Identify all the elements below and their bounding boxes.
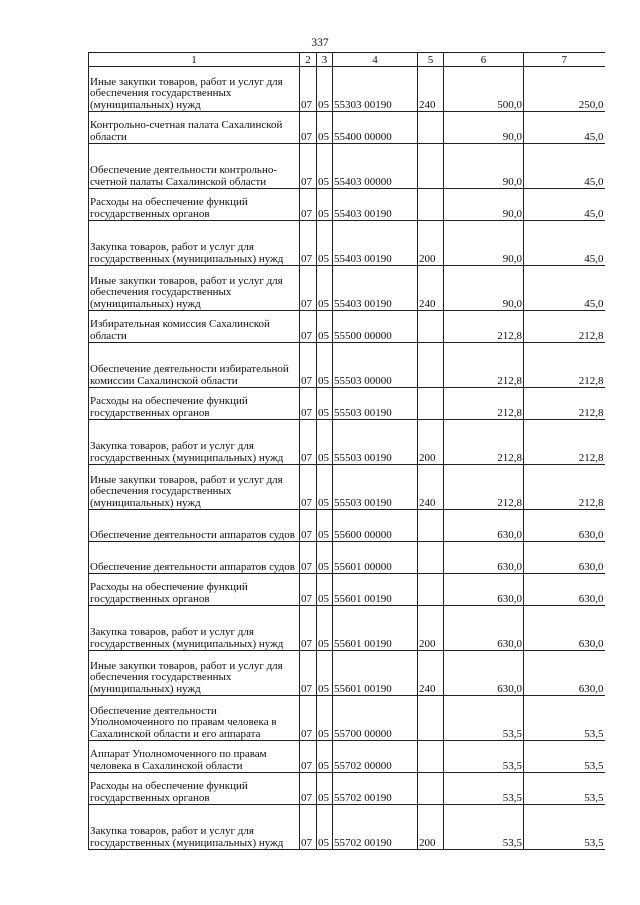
row-name-cell: Иные закупки товаров, работ и услуг для обеспечения государственных (муниципальных) нужд — [89, 67, 300, 112]
row-amount-col7-cell: 53,5 — [524, 696, 605, 741]
row-section-cell: 07 — [300, 266, 317, 311]
row-expense-type-cell: 240 — [418, 67, 444, 112]
row-name-cell: Иные закупки товаров, работ и услуг для обеспечения государственных (муниципальных) нужд — [89, 465, 300, 510]
row-expense-type-cell: 240 — [418, 465, 444, 510]
row-amount-col7-cell: 212,8 — [524, 311, 605, 343]
row-amount-col6-cell: 212,8 — [444, 420, 524, 465]
row-target-code-cell: 55503 00190 — [333, 420, 418, 465]
table-row — [89, 651, 605, 696]
row-section-cell: 07 — [300, 112, 317, 144]
row-amount-col7-cell: 45,0 — [524, 266, 605, 311]
table-row — [89, 388, 605, 420]
row-target-code-cell: 55403 00190 — [333, 221, 418, 266]
row-name-cell: Обеспечение деятельности избирательной комиссии Сахалинской области — [89, 343, 300, 388]
table-row — [89, 741, 605, 773]
header-col-4: 4 — [333, 53, 418, 67]
row-amount-col6-cell: 212,8 — [444, 388, 524, 420]
row-section-cell: 07 — [300, 144, 317, 189]
row-target-code-cell: 55503 00190 — [333, 465, 418, 510]
table-row — [89, 311, 605, 343]
row-section-cell: 07 — [300, 574, 317, 606]
row-section-cell: 07 — [300, 696, 317, 741]
table-row — [89, 420, 605, 465]
row-target-code-cell: 55700 00000 — [333, 696, 418, 741]
row-section-cell: 07 — [300, 67, 317, 112]
row-expense-type-cell: 200 — [418, 606, 444, 651]
table-row — [89, 189, 605, 221]
row-target-code-cell: 55503 00000 — [333, 343, 418, 388]
table-row — [89, 67, 605, 112]
row-amount-col6-cell: 500,0 — [444, 67, 524, 112]
header-col-3: 3 — [317, 53, 333, 67]
row-name-cell: Расходы на обеспечение функций государственных органов — [89, 189, 300, 221]
row-amount-col6-cell: 53,5 — [444, 741, 524, 773]
header-col-2: 2 — [300, 53, 317, 67]
row-amount-col7-cell: 212,8 — [524, 420, 605, 465]
budget-table — [88, 52, 605, 850]
row-amount-col7-cell: 630,0 — [524, 606, 605, 651]
row-amount-col6-cell: 90,0 — [444, 266, 524, 311]
row-amount-col7-cell: 630,0 — [524, 574, 605, 606]
row-section-cell: 07 — [300, 542, 317, 574]
row-subsection-cell: 05 — [317, 67, 333, 112]
row-amount-col7-cell: 212,8 — [524, 388, 605, 420]
row-name-cell: Закупка товаров, работ и услуг для государственных (муниципальных) нужд — [89, 420, 300, 465]
row-name-cell: Избирательная комиссия Сахалинской области — [89, 311, 300, 343]
row-section-cell: 07 — [300, 805, 317, 850]
row-expense-type-cell — [418, 773, 444, 805]
row-expense-type-cell — [418, 388, 444, 420]
row-amount-col6-cell: 630,0 — [444, 542, 524, 574]
table-row — [89, 221, 605, 266]
row-section-cell: 07 — [300, 343, 317, 388]
row-name-cell: Расходы на обеспечение функций государственных органов — [89, 388, 300, 420]
row-amount-col6-cell: 90,0 — [444, 112, 524, 144]
row-subsection-cell: 05 — [317, 420, 333, 465]
row-section-cell: 07 — [300, 221, 317, 266]
table-header-row — [89, 53, 605, 67]
row-expense-type-cell: 200 — [418, 420, 444, 465]
row-amount-col7-cell: 630,0 — [524, 651, 605, 696]
row-amount-col6-cell: 212,8 — [444, 311, 524, 343]
row-name-cell: Обеспечение деятельности аппаратов судов — [89, 510, 300, 542]
row-amount-col7-cell: 53,5 — [524, 805, 605, 850]
row-subsection-cell: 05 — [317, 542, 333, 574]
row-expense-type-cell — [418, 144, 444, 189]
row-target-code-cell: 55601 00190 — [333, 651, 418, 696]
row-amount-col7-cell: 45,0 — [524, 144, 605, 189]
row-amount-col6-cell: 630,0 — [444, 510, 524, 542]
table-row — [89, 465, 605, 510]
row-subsection-cell: 05 — [317, 144, 333, 189]
row-section-cell: 07 — [300, 510, 317, 542]
row-name-cell: Расходы на обеспечение функций государственных органов — [89, 773, 300, 805]
row-amount-col7-cell: 53,5 — [524, 773, 605, 805]
row-section-cell: 07 — [300, 651, 317, 696]
row-target-code-cell: 55503 00190 — [333, 388, 418, 420]
table-row — [89, 510, 605, 542]
row-name-cell: Обеспечение деятельности аппаратов судов — [89, 542, 300, 574]
row-amount-col6-cell: 630,0 — [444, 651, 524, 696]
table-row — [89, 805, 605, 850]
row-amount-col7-cell: 250,0 — [524, 67, 605, 112]
row-subsection-cell: 05 — [317, 465, 333, 510]
row-expense-type-cell — [418, 311, 444, 343]
row-amount-col6-cell: 90,0 — [444, 189, 524, 221]
row-amount-col6-cell: 53,5 — [444, 696, 524, 741]
row-subsection-cell: 05 — [317, 343, 333, 388]
table-row — [89, 343, 605, 388]
row-amount-col7-cell: 212,8 — [524, 343, 605, 388]
row-expense-type-cell — [418, 112, 444, 144]
row-subsection-cell: 05 — [317, 266, 333, 311]
row-section-cell: 07 — [300, 311, 317, 343]
table-row — [89, 266, 605, 311]
row-subsection-cell: 05 — [317, 311, 333, 343]
header-col-7: 7 — [524, 53, 605, 67]
row-expense-type-cell — [418, 574, 444, 606]
row-subsection-cell: 05 — [317, 606, 333, 651]
row-target-code-cell: 55303 00190 — [333, 67, 418, 112]
table-row — [89, 542, 605, 574]
row-subsection-cell: 05 — [317, 651, 333, 696]
row-subsection-cell: 05 — [317, 189, 333, 221]
header-col-1: 1 — [89, 53, 300, 67]
header-col-6: 6 — [444, 53, 524, 67]
table-row — [89, 773, 605, 805]
row-amount-col6-cell: 90,0 — [444, 221, 524, 266]
row-target-code-cell: 55601 00000 — [333, 542, 418, 574]
row-section-cell: 07 — [300, 465, 317, 510]
row-subsection-cell: 05 — [317, 112, 333, 144]
row-expense-type-cell — [418, 343, 444, 388]
row-subsection-cell: 05 — [317, 696, 333, 741]
table-row — [89, 574, 605, 606]
header-col-5: 5 — [418, 53, 444, 67]
page-number: 337 — [311, 37, 329, 49]
row-amount-col7-cell: 45,0 — [524, 221, 605, 266]
row-target-code-cell: 55601 00190 — [333, 574, 418, 606]
row-target-code-cell: 55702 00000 — [333, 741, 418, 773]
row-section-cell: 07 — [300, 388, 317, 420]
row-name-cell: Обеспечение деятельности Уполномоченного по правам человека в Сахалинской области и его аппарата — [89, 696, 300, 741]
row-amount-col7-cell: 212,8 — [524, 465, 605, 510]
row-name-cell: Обеспечение деятельности контрольно-счетной палаты Сахалинской области — [89, 144, 300, 189]
row-section-cell: 07 — [300, 189, 317, 221]
row-name-cell: Закупка товаров, работ и услуг для государственных (муниципальных) нужд — [89, 805, 300, 850]
row-amount-col7-cell: 630,0 — [524, 510, 605, 542]
row-target-code-cell: 55500 00000 — [333, 311, 418, 343]
row-subsection-cell: 05 — [317, 221, 333, 266]
row-section-cell: 07 — [300, 741, 317, 773]
row-subsection-cell: 05 — [317, 388, 333, 420]
table-row — [89, 606, 605, 651]
row-name-cell: Расходы на обеспечение функций государственных органов — [89, 574, 300, 606]
row-expense-type-cell: 240 — [418, 266, 444, 311]
row-amount-col6-cell: 630,0 — [444, 574, 524, 606]
row-expense-type-cell — [418, 542, 444, 574]
row-target-code-cell: 55403 00000 — [333, 144, 418, 189]
row-subsection-cell: 05 — [317, 510, 333, 542]
row-target-code-cell: 55403 00190 — [333, 189, 418, 221]
table-row — [89, 144, 605, 189]
row-amount-col6-cell: 630,0 — [444, 606, 524, 651]
row-amount-col6-cell: 53,5 — [444, 773, 524, 805]
row-target-code-cell: 55403 00190 — [333, 266, 418, 311]
table-row — [89, 696, 605, 741]
row-expense-type-cell — [418, 696, 444, 741]
row-target-code-cell: 55601 00190 — [333, 606, 418, 651]
row-amount-col7-cell: 53,5 — [524, 741, 605, 773]
row-target-code-cell: 55702 00190 — [333, 805, 418, 850]
row-section-cell: 07 — [300, 420, 317, 465]
row-amount-col7-cell: 45,0 — [524, 189, 605, 221]
row-target-code-cell: 55400 00000 — [333, 112, 418, 144]
row-amount-col6-cell: 53,5 — [444, 805, 524, 850]
row-subsection-cell: 05 — [317, 574, 333, 606]
row-subsection-cell: 05 — [317, 741, 333, 773]
row-subsection-cell: 05 — [317, 805, 333, 850]
row-subsection-cell: 05 — [317, 773, 333, 805]
row-expense-type-cell: 200 — [418, 221, 444, 266]
row-expense-type-cell — [418, 189, 444, 221]
row-target-code-cell: 55600 00000 — [333, 510, 418, 542]
row-expense-type-cell: 240 — [418, 651, 444, 696]
row-name-cell: Аппарат Уполномоченного по правам человека в Сахалинской области — [89, 741, 300, 773]
row-expense-type-cell — [418, 741, 444, 773]
row-name-cell: Закупка товаров, работ и услуг для государственных (муниципальных) нужд — [89, 606, 300, 651]
row-amount-col6-cell: 90,0 — [444, 144, 524, 189]
row-name-cell: Закупка товаров, работ и услуг для государственных (муниципальных) нужд — [89, 221, 300, 266]
row-expense-type-cell: 200 — [418, 805, 444, 850]
row-amount-col7-cell: 45,0 — [524, 112, 605, 144]
row-amount-col6-cell: 212,8 — [444, 343, 524, 388]
row-name-cell: Иные закупки товаров, работ и услуг для обеспечения государственных (муниципальных) нужд — [89, 266, 300, 311]
row-amount-col6-cell: 212,8 — [444, 465, 524, 510]
row-name-cell: Контрольно-счетная палата Сахалинской области — [89, 112, 300, 144]
row-amount-col7-cell: 630,0 — [524, 542, 605, 574]
row-section-cell: 07 — [300, 773, 317, 805]
row-target-code-cell: 55702 00190 — [333, 773, 418, 805]
row-name-cell: Иные закупки товаров, работ и услуг для обеспечения государственных (муниципальных) нужд — [89, 651, 300, 696]
row-section-cell: 07 — [300, 606, 317, 651]
row-expense-type-cell — [418, 510, 444, 542]
table-row — [89, 112, 605, 144]
